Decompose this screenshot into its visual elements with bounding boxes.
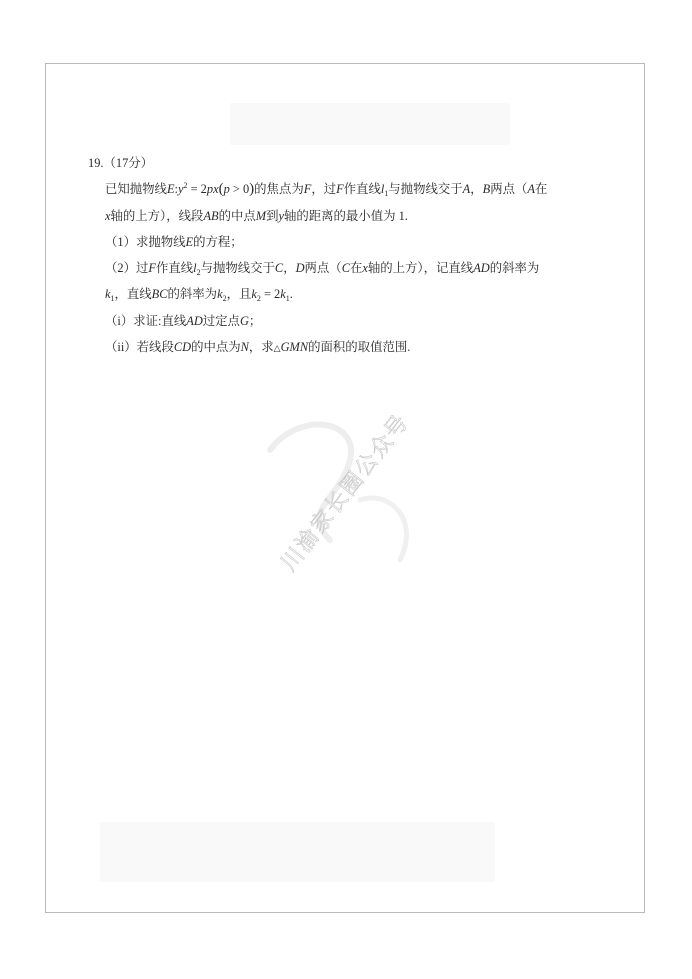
triangle-symbol: △ [273, 343, 281, 354]
var-k: k [105, 287, 111, 302]
part-text: ， [283, 261, 296, 276]
part-text: 的方程； [193, 234, 243, 249]
part-text: = 2 [260, 287, 281, 302]
var-k: k [217, 287, 223, 302]
part-text: ，求 [248, 340, 274, 355]
part-text: 过定点 [202, 313, 240, 328]
part-text: 作直线 [155, 261, 194, 276]
var-F: F [303, 182, 312, 197]
part-text: 求抛物线 [135, 234, 186, 249]
part-2-line-1 [88, 255, 608, 281]
var-F: F [336, 182, 344, 197]
paren: ) [249, 181, 255, 198]
subscript: 2 [256, 294, 261, 304]
stem-text: > 0 [229, 182, 250, 197]
part-text: ，直线 [114, 287, 152, 302]
var-D: D [295, 261, 305, 276]
part-text: 的面积的取值范围. [308, 340, 411, 355]
part-text: ，且 [226, 287, 252, 302]
stem-text: 与抛物线交于 [388, 182, 463, 197]
subscript: 2 [222, 294, 227, 304]
faint-band-top [230, 103, 510, 145]
stem-text: 的焦点为 [254, 182, 304, 197]
stem-line-2 [88, 203, 608, 229]
var-p: p [223, 182, 230, 197]
var-BC: BC [151, 287, 168, 302]
stem-text: 轴的上方），线段 [110, 208, 204, 223]
stem-text: = 2 [187, 182, 207, 197]
var-F: F [148, 261, 156, 276]
part-text: 求证:直线 [133, 313, 187, 328]
part-text: ； [248, 313, 262, 328]
problem-points: （17分） [103, 156, 154, 170]
stem-line-1 [88, 176, 608, 202]
stem-text: 作直线 [343, 182, 381, 197]
stem-text: 已知抛物线 [105, 182, 167, 197]
stem-text: 的中点 [218, 208, 256, 223]
problem-header [88, 150, 608, 176]
var-E: E [185, 234, 194, 249]
var-l: l [193, 261, 197, 276]
var-AD: AD [186, 313, 203, 328]
part-text: 与抛物线交于 [200, 261, 275, 276]
part-2-line-2 [88, 281, 608, 307]
part-label: （1） [105, 234, 136, 249]
var-N: N [240, 340, 249, 355]
var-x: x [105, 208, 111, 223]
part-text: 的斜率为 [167, 287, 218, 302]
var-C: C [274, 261, 284, 276]
part-text: 若线段 [136, 340, 174, 355]
var-AD: AD [473, 261, 490, 276]
var-M: M [255, 208, 267, 223]
var-y: y [278, 208, 284, 223]
stem-text: ，过 [311, 182, 337, 197]
stem-text: 到 [266, 208, 279, 223]
problem-number: 19. [88, 156, 104, 170]
subscript: 1 [384, 189, 389, 199]
stem-text: ， [470, 182, 483, 197]
var-GMN: GMN [280, 340, 309, 355]
sub-part-i [88, 308, 608, 334]
problem-19 [88, 150, 608, 360]
part-label: （2） [105, 261, 136, 276]
part-text: . [289, 287, 293, 302]
part-label: （ii） [105, 340, 137, 355]
var-C: C [341, 261, 350, 276]
stem-text: 在 [534, 182, 548, 197]
var-k: k [280, 287, 286, 302]
var-A: A [462, 182, 471, 197]
var-B: B [482, 182, 491, 197]
part-text: 轴的上方），记直线 [367, 261, 474, 276]
part-text: 的中点为 [191, 340, 241, 355]
stem-text: : [174, 182, 178, 197]
var-y: y [177, 182, 184, 197]
var-k: k [251, 287, 257, 302]
part-1 [88, 229, 608, 255]
subscript: 1 [285, 294, 290, 304]
var-AB: AB [203, 208, 219, 223]
subscript: 1 [110, 294, 115, 304]
part-text: 在 [349, 261, 363, 276]
watermark-text: 川渝家长圈公众号 [276, 409, 415, 577]
var-G: G [239, 313, 249, 328]
var-CD: CD [173, 340, 192, 355]
stem-text: 轴的距离的最小值为 1. [283, 208, 408, 223]
subscript: 2 [196, 268, 201, 278]
var-A: A [527, 182, 535, 197]
faint-band-bottom [100, 822, 495, 882]
var-px: px [206, 182, 219, 197]
sub-part-ii [88, 334, 608, 360]
paren: ( [218, 181, 224, 198]
var-x: x [362, 261, 368, 276]
part-label: （i） [105, 313, 134, 328]
var-l: l [380, 182, 385, 197]
stem-text: 两点（ [490, 182, 528, 197]
part-text: 的斜率为 [489, 261, 540, 276]
var-E: E [166, 182, 175, 197]
part-text: 两点（ [304, 261, 342, 276]
part-text: 过 [135, 261, 149, 276]
exponent: 2 [183, 181, 188, 191]
